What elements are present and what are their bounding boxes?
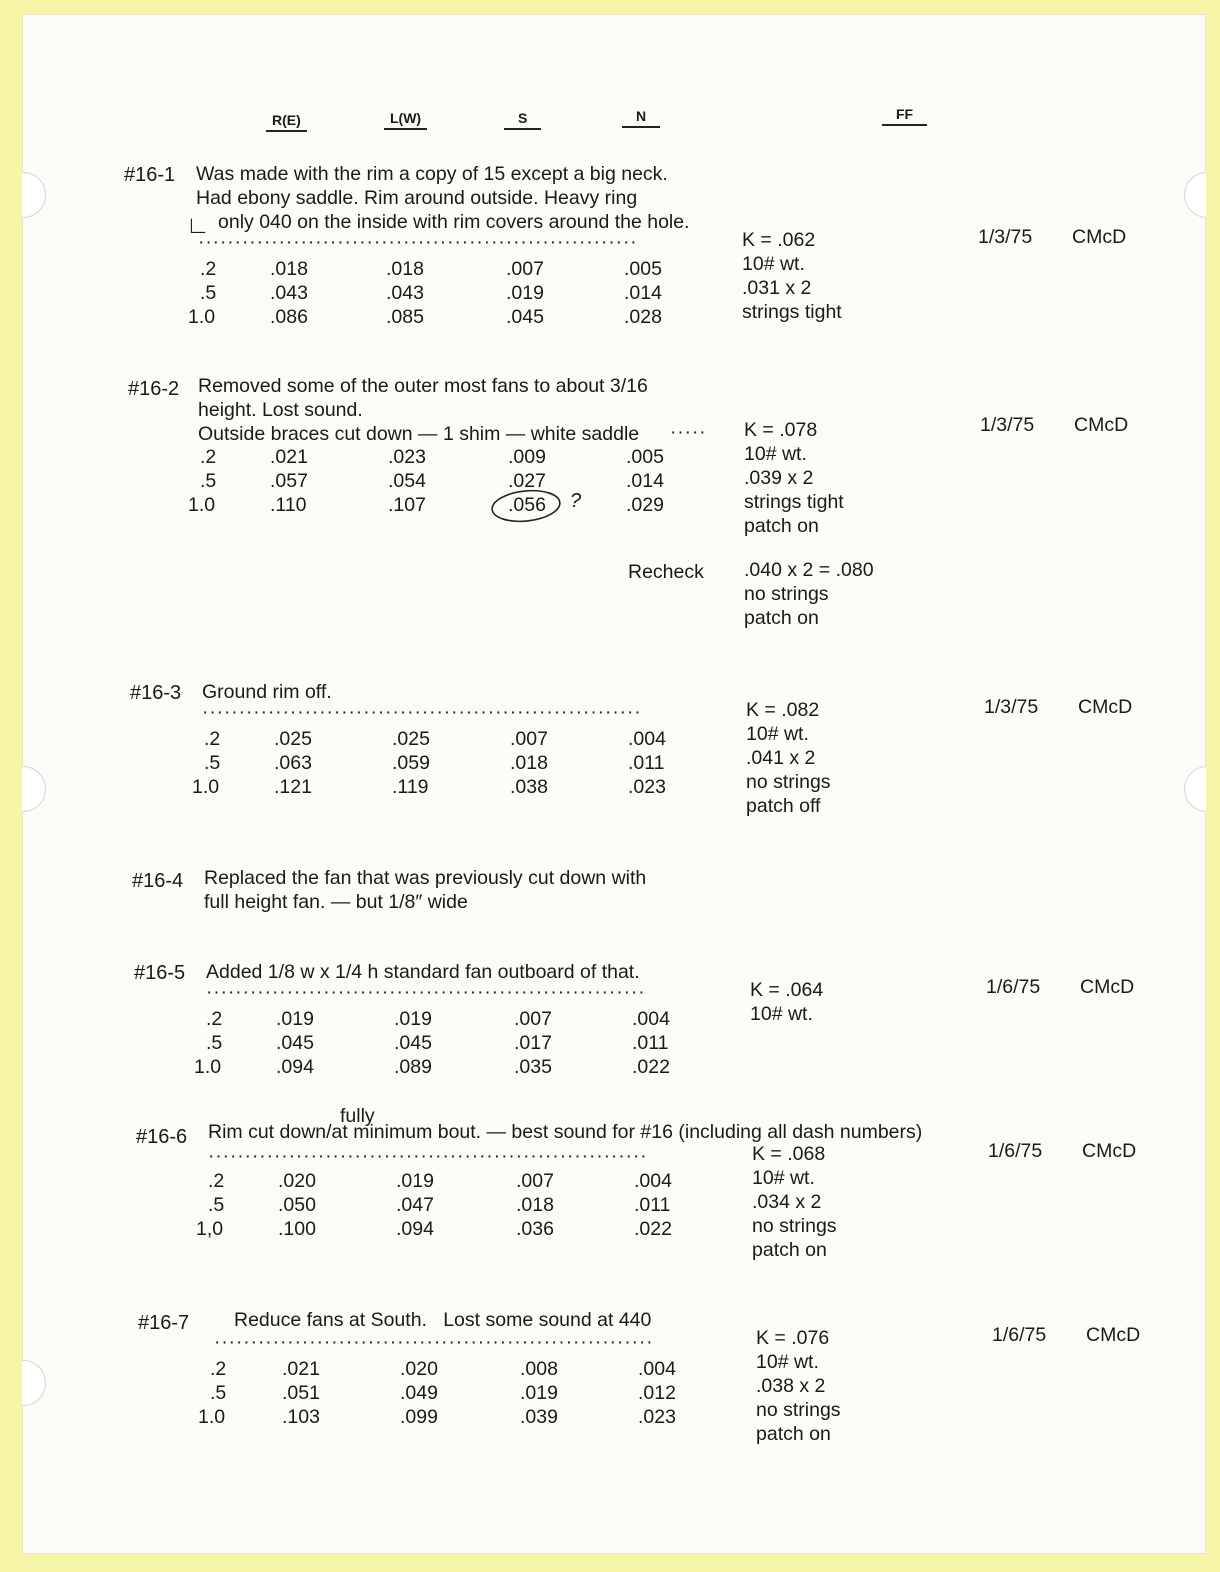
note-k-value: K = .062 (742, 229, 816, 251)
s-value: .039 (520, 1406, 558, 1428)
re-value: .025 (274, 728, 312, 750)
entry-line: height. Lost sound. (198, 399, 363, 421)
lw-value: .025 (392, 728, 430, 750)
s-value: .007 (510, 728, 548, 750)
re-value: .063 (274, 752, 312, 774)
note-k-value: K = .082 (746, 699, 820, 721)
entry-initials: CMcD (1086, 1324, 1141, 1346)
entry-initials: CMcD (1080, 976, 1135, 998)
re-value: .018 (270, 258, 308, 280)
load-value: 1.0 (192, 776, 220, 798)
load-value: .2 (200, 258, 217, 280)
load-value: .2 (200, 446, 217, 468)
n-value: .023 (638, 1406, 676, 1428)
entry-line: Had ebony saddle. Rim around outside. Heavy ring (196, 187, 638, 209)
lw-value: .099 (400, 1406, 438, 1428)
note-deflection: .041 x 2 (746, 747, 816, 769)
entry-line: Rim cut down/at minimum bout. — best sound for #16 (including all dash numbers) (208, 1121, 923, 1143)
entry-line: Reduce fans at South. Lost some sound at 440 (234, 1309, 652, 1331)
entry-notes (750, 978, 823, 1026)
note-k-value: K = .064 (750, 979, 824, 1001)
n-value: .011 (632, 1032, 669, 1054)
note-condition: strings tight (744, 491, 844, 513)
header-s: S (504, 110, 541, 130)
load-value: .5 (208, 1194, 225, 1216)
n-value: .011 (628, 752, 665, 774)
entry-notes (752, 1142, 837, 1262)
n-value: .022 (632, 1056, 670, 1078)
load-value: .5 (210, 1382, 227, 1404)
note-deflection: .034 x 2 (752, 1191, 822, 1213)
note-patch: patch on (744, 515, 819, 537)
dotted-leader: ···························································· (206, 982, 646, 1003)
lw-value: .023 (388, 446, 426, 468)
load-value: .5 (200, 282, 217, 304)
dotted-leader: ···························································· (202, 702, 642, 723)
entry-initials: CMcD (1078, 696, 1133, 718)
load-value: 1.0 (194, 1056, 222, 1078)
lw-value: .043 (386, 282, 424, 304)
header-lw: L(W) (384, 110, 427, 130)
lw-value: .047 (396, 1194, 434, 1216)
re-value: .050 (278, 1194, 316, 1216)
load-value: .2 (204, 728, 221, 750)
entry-id: #16-2 (128, 378, 180, 400)
entry-id: #16-4 (132, 870, 184, 892)
n-value: .011 (634, 1194, 671, 1216)
note-deflection: .039 x 2 (744, 467, 814, 489)
note-condition: no strings (756, 1399, 841, 1421)
note-k-value: K = .076 (756, 1327, 830, 1349)
entry-notes (744, 418, 844, 538)
dotted-leader: ···························································· (208, 1146, 648, 1167)
entry-date: 1/3/75 (980, 414, 1035, 436)
entry-date: 1/3/75 (984, 696, 1039, 718)
re-value: .020 (278, 1170, 316, 1192)
dotted-leader: ···························································· (198, 232, 638, 253)
note-weight: 10# wt. (742, 253, 805, 275)
note-weight: 10# wt. (752, 1167, 815, 1189)
handwritten-circle-mark (488, 486, 568, 526)
load-value: .2 (206, 1008, 223, 1030)
n-value: .023 (628, 776, 666, 798)
lw-value: .059 (392, 752, 430, 774)
note-condition: no strings (752, 1215, 837, 1237)
n-value: .012 (638, 1382, 676, 1404)
note-k-value: K = .078 (744, 419, 818, 441)
recheck-notes (744, 558, 874, 630)
note-deflection: .038 x 2 (756, 1375, 826, 1397)
lw-value: .049 (400, 1382, 438, 1404)
s-value: .038 (510, 776, 548, 798)
dotted-leader: ····· (670, 422, 707, 443)
s-value: .035 (514, 1056, 552, 1078)
entry-id: #16-5 (134, 962, 186, 984)
s-value: .007 (506, 258, 544, 280)
lw-value: .019 (394, 1008, 432, 1030)
recheck-note: .040 x 2 = .080 (744, 559, 874, 581)
note-patch: patch off (746, 795, 821, 817)
entry-id: #16-6 (136, 1126, 188, 1148)
load-value: 1.0 (188, 306, 216, 328)
s-value: .036 (516, 1218, 554, 1240)
n-value: .014 (626, 470, 664, 492)
entry-line: Outside braces cut down — 1 shim — white saddle (198, 423, 640, 445)
re-value: .045 (276, 1032, 314, 1054)
handwritten-insert: fully (340, 1105, 375, 1127)
load-value: .5 (206, 1032, 223, 1054)
header-ff: FF (882, 106, 927, 126)
entry-date: 1/6/75 (992, 1324, 1047, 1346)
re-value: .021 (270, 446, 308, 468)
entry-initials: CMcD (1072, 226, 1127, 248)
note-patch: patch on (756, 1423, 831, 1445)
re-value: .121 (274, 776, 312, 798)
load-value: .2 (210, 1358, 227, 1380)
s-value: .008 (520, 1358, 558, 1380)
binder-hole-right-top (1184, 172, 1206, 218)
binder-hole-right-middle (1184, 766, 1206, 812)
entry-notes (746, 698, 831, 818)
header-n: N (622, 108, 660, 128)
n-value: .005 (626, 446, 664, 468)
handwritten-bracket-mark: ∟ (186, 212, 210, 239)
lw-value: .085 (386, 306, 424, 328)
s-value: .018 (510, 752, 548, 774)
entry-id: #16-1 (124, 164, 176, 186)
note-weight: 10# wt. (750, 1003, 813, 1025)
binder-hole-left-bottom (22, 1360, 46, 1406)
entry-date: 1/6/75 (986, 976, 1041, 998)
note-weight: 10# wt. (756, 1351, 819, 1373)
re-value: .021 (282, 1358, 320, 1380)
s-value: .018 (516, 1194, 554, 1216)
lw-value: .089 (394, 1056, 432, 1078)
lw-value: .020 (400, 1358, 438, 1380)
load-value: .2 (208, 1170, 225, 1192)
entry-line: Replaced the fan that was previously cut down with (204, 867, 647, 889)
entry-id: #16-7 (138, 1312, 190, 1334)
load-value: 1,0 (196, 1218, 224, 1240)
n-value: .004 (638, 1358, 676, 1380)
document-page (22, 14, 1206, 1554)
s-value: .007 (516, 1170, 554, 1192)
n-value: .005 (624, 258, 662, 280)
s-value: .007 (514, 1008, 552, 1030)
recheck-note: patch on (744, 607, 819, 629)
s-value: .045 (506, 306, 544, 328)
binder-hole-left-middle (22, 766, 46, 812)
entry-initials: CMcD (1074, 414, 1129, 436)
re-value: .043 (270, 282, 308, 304)
entry-line: Ground rim off. (202, 681, 332, 703)
dotted-leader: ···························································· (214, 1332, 654, 1353)
binder-hole-left-top (22, 172, 46, 218)
s-value: .017 (514, 1032, 552, 1054)
load-value: .5 (200, 470, 217, 492)
n-value: .004 (632, 1008, 670, 1030)
lw-value: .018 (386, 258, 424, 280)
entry-line: Added 1/8 w x 1/4 h standard fan outboard of that. (206, 961, 640, 983)
entry-date: 1/3/75 (978, 226, 1033, 248)
n-value: .028 (624, 306, 662, 328)
entry-notes (756, 1326, 841, 1446)
entry-line: Was made with the rim a copy of 15 except a big neck. (196, 163, 668, 185)
entry-line: only 040 on the inside with rim covers around the hole. (218, 211, 690, 233)
lw-value: .107 (388, 494, 426, 516)
re-value: .103 (282, 1406, 320, 1428)
handwritten-question-mark: ? (570, 490, 582, 512)
note-deflection: .031 x 2 (742, 277, 812, 299)
recheck-note: no strings (744, 583, 829, 605)
re-value: .110 (270, 494, 307, 516)
s-value: .009 (508, 446, 546, 468)
load-value: 1.0 (198, 1406, 226, 1428)
note-weight: 10# wt. (746, 723, 809, 745)
entry-line: full height fan. — but 1/8″ wide (204, 891, 468, 913)
load-value: .5 (204, 752, 221, 774)
re-value: .094 (276, 1056, 314, 1078)
n-value: .004 (628, 728, 666, 750)
entry-line: Removed some of the outer most fans to about 3/16 (198, 375, 648, 397)
entry-id: #16-3 (130, 682, 182, 704)
s-value: .056 (508, 494, 546, 516)
entry-initials: CMcD (1082, 1140, 1137, 1162)
s-value: .019 (520, 1382, 558, 1404)
note-k-value: K = .068 (752, 1143, 826, 1165)
lw-value: .119 (392, 776, 429, 798)
note-condition: strings tight (742, 301, 842, 323)
header-re: R(E) (266, 112, 307, 132)
re-value: .057 (270, 470, 308, 492)
re-value: .051 (282, 1382, 320, 1404)
entry-notes (742, 228, 842, 324)
n-value: .014 (624, 282, 662, 304)
re-value: .100 (278, 1218, 316, 1240)
s-value: .019 (506, 282, 544, 304)
n-value: .004 (634, 1170, 672, 1192)
lw-value: .019 (396, 1170, 434, 1192)
re-value: .086 (270, 306, 308, 328)
lw-value: .054 (388, 470, 426, 492)
recheck-label: Recheck (628, 561, 704, 583)
n-value: .029 (626, 494, 664, 516)
note-weight: 10# wt. (744, 443, 807, 465)
note-patch: patch on (752, 1239, 827, 1261)
entry-date: 1/6/75 (988, 1140, 1043, 1162)
load-value: 1.0 (188, 494, 216, 516)
s-value: .027 (508, 470, 546, 492)
lw-value: .094 (396, 1218, 434, 1240)
n-value: .022 (634, 1218, 672, 1240)
note-condition: no strings (746, 771, 831, 793)
re-value: .019 (276, 1008, 314, 1030)
lw-value: .045 (394, 1032, 432, 1054)
